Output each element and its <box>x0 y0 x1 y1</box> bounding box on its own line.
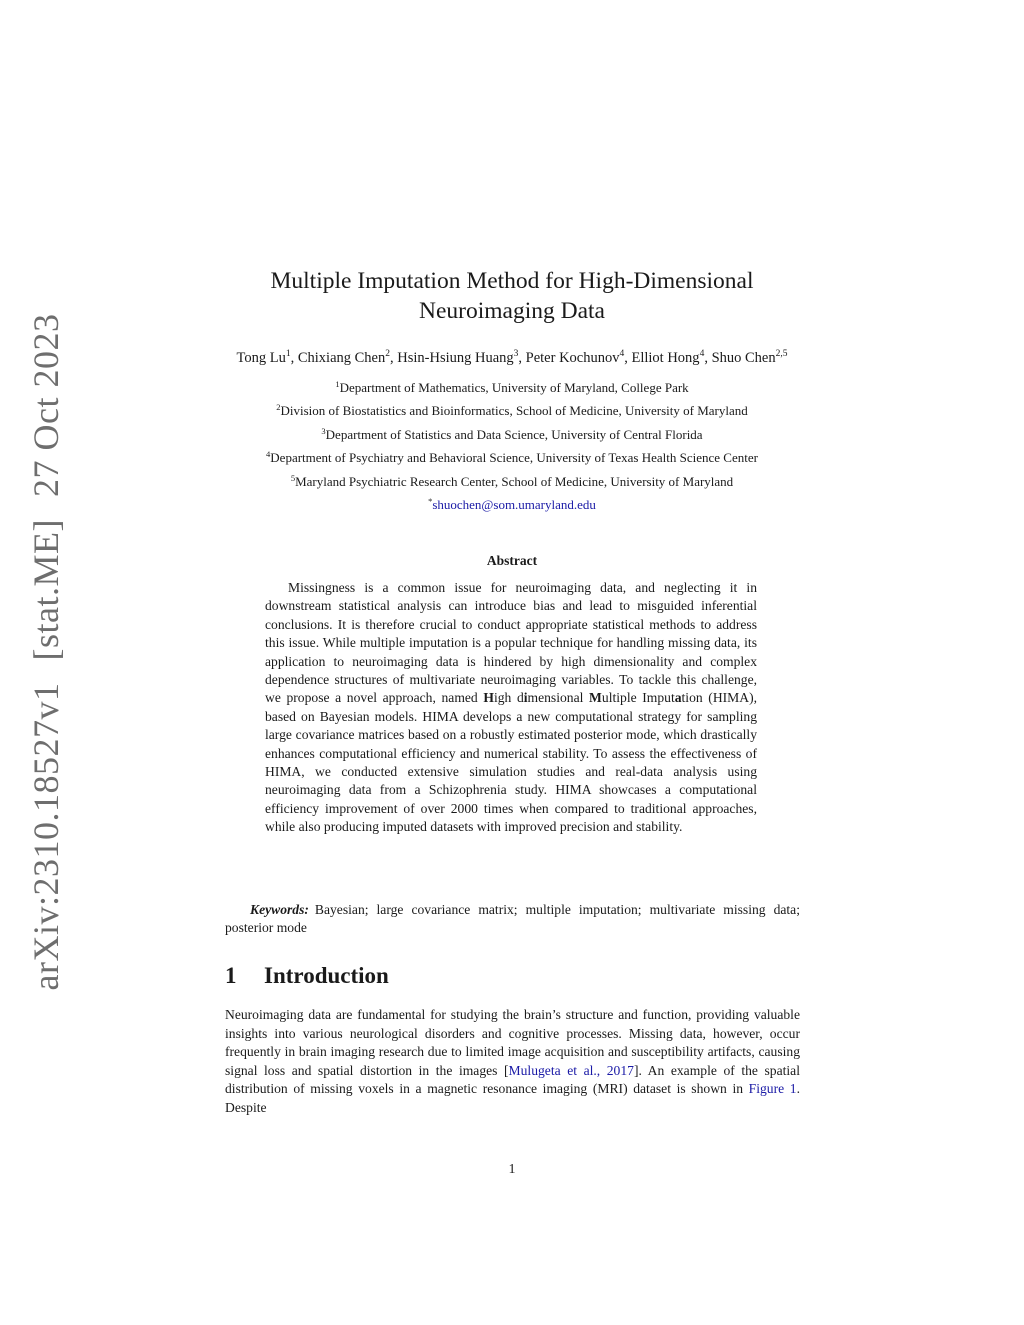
title-line-2: Neuroimaging Data <box>419 298 605 324</box>
affiliation-3: $^3$Department of Statistics and Data Science, University of Central Florida <box>321 425 703 442</box>
author-list <box>160 350 864 367</box>
arxiv-category: [stat.ME] <box>26 519 66 661</box>
arxiv-identifier-stamp <box>25 314 67 991</box>
paper-title <box>212 266 812 326</box>
title-line-1: Multiple Imputation Method for High-Dimensional <box>270 268 754 294</box>
affiliation-1: $^1$Department of Mathematics, University of Maryland, College Park <box>335 379 689 395</box>
affiliation-5: $^5$Maryland Psychiatric Research Center, School of Medicine, University of Maryland <box>290 472 734 489</box>
page-number: 1 <box>508 1162 516 1177</box>
citation-link[interactable]: Mulugeta et al., 2017 <box>508 1062 634 1078</box>
author-2: Chixiang Chen$^2$, <box>297 349 398 366</box>
section-title: Introduction <box>264 963 389 988</box>
email-link[interactable]: shuochen@som.umaryland.edu <box>432 497 596 513</box>
section-heading-introduction <box>225 963 389 989</box>
author-1: Tong Lu$^1$, <box>236 349 298 366</box>
arxiv-date: 27 Oct 2023 <box>26 313 66 498</box>
section-number: 1 <box>225 963 237 988</box>
abstract-heading: Abstract <box>486 553 538 568</box>
figure-reference-link[interactable]: Figure 1 <box>748 1081 797 1096</box>
author-5: Elliot Hong$^4$, <box>631 349 712 366</box>
keywords-label: Keywords: <box>250 902 309 917</box>
keywords-text: Bayesian; large covariance matrix; multiple imputation; multivariate missing data; posterior mode <box>225 902 800 936</box>
corresponding-email: *shuochen@som.umaryland.edu <box>428 496 596 513</box>
author-6: Shuo Chen$^{2,5}$ <box>711 349 788 366</box>
arxiv-id: arXiv:2310.18527v1 <box>26 682 66 991</box>
affiliation-list <box>160 376 864 516</box>
author-3: Hsin-Hsiung Huang$^3$, <box>397 349 526 366</box>
keywords <box>225 901 800 938</box>
affiliation-4: $^4$Department of Psychiatry and Behavioral Science, University of Texas Health Science Center <box>266 449 758 466</box>
affiliation-2: $^2$Division of Biostatistics and Bioinformatics, School of Medicine, University of Maryland <box>276 402 748 419</box>
introduction-paragraph: Neuroimaging data are fundamental for studying the brain’s structure and function, providing valuable insights into various neurological disorders and cognitive processes. Missing data, however, occur frequently in brain imaging research due to limited image acquisition and susceptibility artifacts, causing signal loss and spatial distortion in the images [Mulugeta et al., 2017]. An example of the spatial distribution of missing voxels in a magnetic resonance imaging (MRI) dataset is shown in Figure 1. Despite <box>225 1007 800 1115</box>
abstract-body: Missingness is a common issue for neuroimaging data, and neglecting it in downstream statistical analysis can introduce bias and lead to misguided inferential conclusions. It is therefore crucial to conduct appropriate statistical methods to address this issue. While multiple imputation is a popular technique for handling missing data, its application to neuroimaging data is hindered by high dimensionality and complex dependence structures of multivariate neuroimaging variables. To tackle this challenge, we propose a novel approach, named High dimensional Multiple Imputation (HIMA), based on Bayesian models. HIMA develops a new computational strategy for sampling large covariance matrices based on a robustly estimated posterior mode, which drastically enhances computational efficiency and numerical stability. To assess the effectiveness of HIMA, we conducted extensive simulation studies and real-data analysis using neuroimaging data from a Schizophrenia study. HIMA showcases a computational efficiency improvement of over 2000 times when compared to traditional approaches, while also producing imputed datasets with improved precision and stability. <box>265 580 758 835</box>
author-4: Peter Kochunov$^4$, <box>525 349 632 366</box>
